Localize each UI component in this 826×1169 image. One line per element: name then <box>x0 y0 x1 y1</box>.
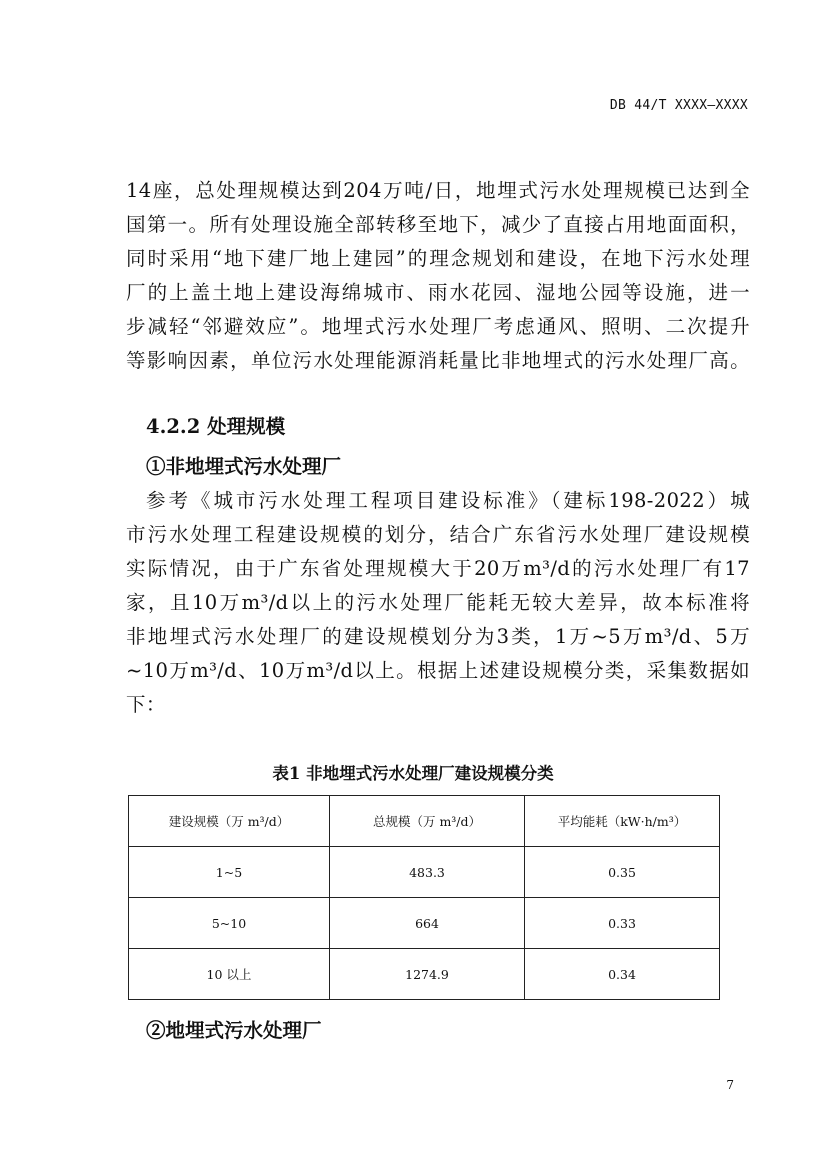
subsection-heading-non-buried: ①非地埋式污水处理厂 <box>146 455 342 478</box>
table-cell: 5~10 <box>129 898 330 949</box>
text-line: 国第一。所有处理设施全部转移至地下，减少了直接占用地面面积， <box>126 213 750 236</box>
section-heading: 4.2.2 处理规模 <box>146 415 286 438</box>
table-row <box>129 949 720 1000</box>
page-number: 7 <box>726 1078 734 1092</box>
table-header-row <box>129 796 720 847</box>
table-row <box>129 847 720 898</box>
text-line: ~10万m³/d、10万m³/d以上。根据上述建设规模分类，采集数据如 <box>126 659 750 682</box>
text-line: 市污水处理工程建设规模的划分，结合广东省污水处理厂建设规模 <box>126 523 750 546</box>
table-cell: 1274.9 <box>330 949 525 1000</box>
table-row <box>129 898 720 949</box>
paragraph-scale-classification <box>126 484 750 722</box>
column-header: 建设规模（万 m³/d） <box>129 796 330 847</box>
paragraph-intro <box>126 174 750 378</box>
column-header: 平均能耗（kW·h/m³） <box>525 796 720 847</box>
subsection-heading-buried: ②地埋式污水处理厂 <box>146 1019 322 1042</box>
document-code-header: DB 44/T XXXX—XXXX <box>609 98 748 113</box>
table-cell: 10 以上 <box>129 949 330 1000</box>
text-line: 实际情况，由于广东省处理规模大于20万m³/d的污水处理厂有17 <box>126 557 750 580</box>
table-cell: 664 <box>330 898 525 949</box>
text-line: 下： <box>126 693 166 716</box>
text-line: 家，且10万m³/d以上的污水处理厂能耗无较大差异，故本标准将 <box>126 591 750 614</box>
scale-classification-table <box>128 795 720 1000</box>
text-line: 厂的上盖土地上建设海绵城市、雨水花园、湿地公园等设施，进一 <box>126 281 750 304</box>
table-caption: 表1 非地埋式污水处理厂建设规模分类 <box>272 764 554 783</box>
text-line: 非地埋式污水处理厂的建设规模划分为3类，1万~5万m³/d、5万 <box>126 625 750 648</box>
table-cell: 1~5 <box>129 847 330 898</box>
table-cell: 0.35 <box>525 847 720 898</box>
text-line: 参考《城市污水处理工程项目建设标准》（建标198-2022）城 <box>146 489 750 512</box>
text-line: 等影响因素，单位污水处理能源消耗量比非地埋式的污水处理厂高。 <box>126 349 750 372</box>
text-line: 同时采用“地下建厂地上建园”的理念规划和建设，在地下污水处理 <box>126 247 750 270</box>
column-header: 总规模（万 m³/d） <box>330 796 525 847</box>
table-cell: 0.34 <box>525 949 720 1000</box>
table-cell: 0.33 <box>525 898 720 949</box>
text-line: 14座，总处理规模达到204万吨/日，地埋式污水处理规模已达到全 <box>126 179 750 202</box>
text-line: 步减轻“邻避效应”。地埋式污水处理厂考虑通风、照明、二次提升 <box>126 315 750 338</box>
table-cell: 483.3 <box>330 847 525 898</box>
